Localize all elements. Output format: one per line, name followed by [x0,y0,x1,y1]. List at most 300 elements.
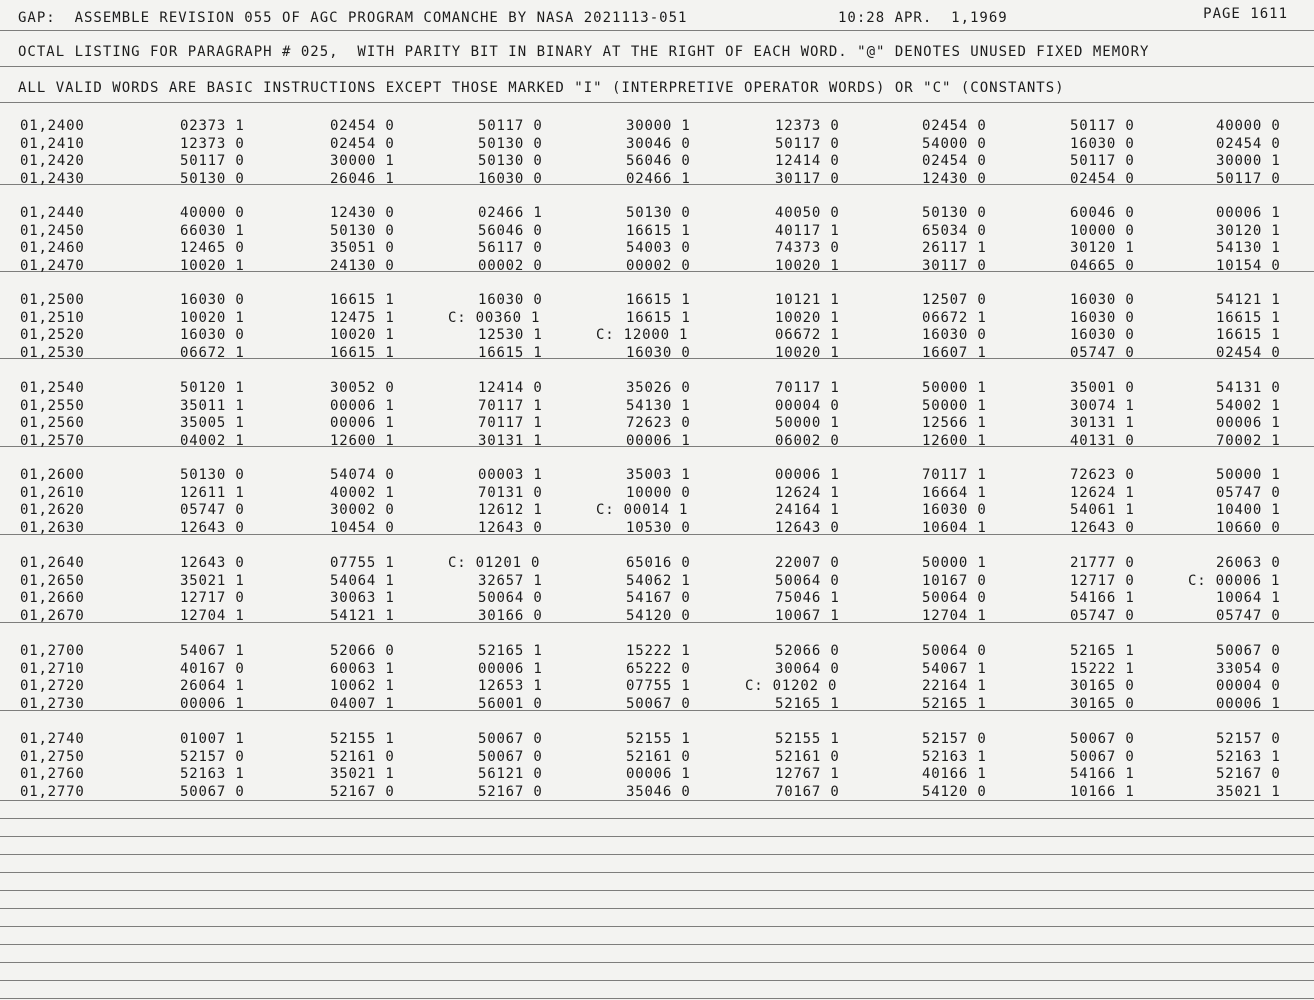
octal-word: 15222 1 [626,643,691,659]
octal-word: 30131 1 [478,432,543,449]
octal-word: 50117 0 [1070,153,1135,170]
listing-row [0,555,1314,573]
listing-row [0,661,1314,679]
octal-word: 54120 0 [626,607,691,624]
memory-address: 01,2630 [20,519,85,536]
memory-address: 01,2520 [20,327,85,344]
memory-address: 01,2410 [20,135,85,152]
octal-word: 52155 1 [626,731,691,747]
octal-word: 54131 0 [1216,380,1281,396]
octal-word: 02454 0 [922,153,987,170]
octal-word: 50130 0 [330,222,395,239]
octal-word: 05747 0 [1070,607,1135,624]
octal-word: 75046 1 [775,590,840,607]
octal-word: 52167 0 [330,783,395,800]
octal-word: 12600 1 [330,432,395,449]
octal-word: 16615 1 [1216,327,1281,344]
octal-word: 50130 0 [626,205,691,221]
octal-word: 12643 0 [180,519,245,536]
octal-word: 00006 1 [1216,415,1281,432]
octal-word: 30131 1 [1070,415,1135,432]
octal-word: 10020 1 [775,309,840,326]
octal-word: 52163 1 [180,766,245,783]
memory-address: 01,2510 [20,309,85,326]
octal-word: 00004 0 [775,397,840,414]
octal-word: 10020 1 [180,257,245,274]
octal-word: 16030 0 [1070,292,1135,308]
octal-word: 10067 1 [775,607,840,624]
octal-word: 16607 1 [922,344,987,361]
octal-word: 54130 1 [1216,240,1281,257]
octal-word: 05747 0 [1216,484,1281,501]
octal-word: 70117 1 [922,467,987,483]
octal-word: 50117 0 [1070,118,1135,134]
octal-word: 50067 0 [626,695,691,712]
octal-word: 52157 0 [1216,731,1281,747]
octal-word: 10000 0 [626,484,691,501]
octal-word: 52163 1 [922,748,987,765]
octal-word: 54120 0 [922,783,987,800]
octal-word: 52163 1 [1216,748,1281,765]
octal-word: 66030 1 [180,222,245,239]
octal-word: 00006 1 [180,695,245,712]
octal-word: 04002 1 [180,432,245,449]
memory-address: 01,2750 [20,748,85,765]
octal-word: 30000 1 [1216,153,1281,170]
octal-word: 05747 0 [1216,607,1281,624]
memory-address: 01,2560 [20,415,85,432]
octal-word: 30002 0 [330,502,395,519]
octal-word: 16615 1 [330,344,395,361]
octal-word: 30165 0 [1070,695,1135,712]
listing-block [0,380,1314,450]
octal-word: 52161 0 [330,748,395,765]
octal-word: 16030 0 [180,327,245,344]
octal-word: 10062 1 [330,678,395,695]
octal-word: 54121 1 [330,607,395,624]
octal-word: 12612 1 [478,502,543,519]
octal-word: 12507 0 [922,292,987,308]
listing-row [0,153,1314,171]
octal-word: 50064 0 [922,643,987,659]
octal-word: 30074 1 [1070,397,1135,414]
octal-word: 35046 0 [626,783,691,800]
octal-word: 50120 1 [180,380,245,396]
octal-word: 12624 1 [775,484,840,501]
listing-row [0,398,1314,416]
octal-word: 12643 0 [775,519,840,536]
octal-word: 70117 1 [478,415,543,432]
octal-word: 16030 0 [478,292,543,308]
octal-word: 52155 1 [330,731,395,747]
listing-row [0,258,1314,276]
octal-word: 50130 0 [180,467,245,483]
octal-word: 16030 0 [180,292,245,308]
octal-word: 50130 0 [478,135,543,152]
octal-word: 30117 0 [922,257,987,274]
listing-row [0,520,1314,538]
octal-word: 50064 0 [775,572,840,589]
octal-word: 54067 1 [922,660,987,677]
octal-word: 16030 0 [1070,135,1135,152]
memory-address: 01,2570 [20,432,85,449]
octal-word: 10000 0 [1070,222,1135,239]
listing-row [0,327,1314,345]
octal-word: 10604 1 [922,519,987,536]
octal-word: 50000 1 [922,555,987,571]
octal-word: 26046 1 [330,170,395,187]
octal-word: 54166 1 [1070,590,1135,607]
memory-address: 01,2620 [20,502,85,519]
octal-word: 54064 1 [330,572,395,589]
listing-row [0,223,1314,241]
octal-word: 35051 0 [330,240,395,257]
octal-word: 12566 1 [922,415,987,432]
listing-row [0,345,1314,363]
octal-word: C: 12000 1 [596,327,689,344]
listing-row [0,467,1314,485]
octal-word: 40000 0 [1216,118,1281,134]
octal-word: 50117 0 [775,135,840,152]
rule-line [0,926,1314,927]
octal-word: 02454 0 [330,135,395,152]
octal-word: 35021 1 [180,572,245,589]
listing-row [0,731,1314,749]
memory-address: 01,2430 [20,170,85,187]
octal-word: 54166 1 [1070,766,1135,783]
listing-row [0,608,1314,626]
octal-word: 00006 1 [330,397,395,414]
octal-word: 12475 1 [330,309,395,326]
octal-word: 50000 1 [922,380,987,396]
octal-word: 10660 0 [1216,519,1281,536]
octal-word: 50130 0 [180,170,245,187]
memory-address: 01,2530 [20,344,85,361]
listing-row [0,643,1314,661]
octal-word: 56046 0 [626,153,691,170]
octal-word: 12465 0 [180,240,245,257]
octal-word: 16030 0 [922,502,987,519]
octal-word: 50067 0 [478,731,543,747]
memory-address: 01,2500 [20,292,85,308]
memory-address: 01,2650 [20,572,85,589]
octal-word: 54067 1 [180,643,245,659]
octal-word: 54074 0 [330,467,395,483]
octal-word: 10121 1 [775,292,840,308]
memory-address: 01,2730 [20,695,85,712]
octal-word: 50000 1 [922,397,987,414]
octal-word: 01007 1 [180,731,245,747]
octal-word: 52165 1 [775,695,840,712]
memory-address: 01,2710 [20,660,85,677]
memory-address: 01,2460 [20,240,85,257]
octal-word: 56001 0 [478,695,543,712]
octal-word: 16030 0 [478,170,543,187]
octal-word: 30063 1 [330,590,395,607]
octal-word: 50130 0 [922,205,987,221]
listing-row [0,240,1314,258]
octal-word: 15222 1 [1070,660,1135,677]
octal-word: 30120 1 [1070,240,1135,257]
octal-word: 16030 0 [1070,327,1135,344]
octal-word: 35021 1 [1216,783,1281,800]
rule-line [0,998,1314,999]
octal-word: 52165 1 [478,643,543,659]
octal-word: 32657 1 [478,572,543,589]
octal-word: 00006 1 [626,766,691,783]
octal-word: 50067 0 [478,748,543,765]
rule-line [0,962,1314,963]
memory-address: 01,2770 [20,783,85,800]
listing-block [0,118,1314,188]
octal-word: 72623 0 [626,415,691,432]
octal-word: 52157 0 [922,731,987,747]
octal-word: 21777 0 [1070,555,1135,571]
listing-row [0,485,1314,503]
listing-legend: ALL VALID WORDS ARE BASIC INSTRUCTIONS EXCEPT THOSE MARKED "I" (INTERPRETIVE OPERATOR WORDS) OR "C" (CONSTANTS) [18,80,1065,96]
memory-address: 01,2700 [20,643,85,659]
octal-word: 16615 1 [626,292,691,308]
octal-word: 02466 1 [478,205,543,221]
octal-word: 52165 1 [922,695,987,712]
octal-word: 50064 0 [478,590,543,607]
listing-row [0,205,1314,223]
octal-word: C: 01202 0 [745,678,838,695]
octal-word: 40000 0 [180,205,245,221]
octal-word: 24130 0 [330,257,395,274]
octal-word: 04665 0 [1070,257,1135,274]
octal-word: 26063 0 [1216,555,1281,571]
octal-word: 12624 1 [1070,484,1135,501]
octal-word: 16615 1 [1216,309,1281,326]
octal-word: C: 00006 1 [1188,572,1281,589]
listing-row [0,784,1314,802]
octal-word: 00006 1 [478,660,543,677]
octal-word: 52165 1 [1070,643,1135,659]
octal-word: 24164 1 [775,502,840,519]
octal-word: 54062 1 [626,572,691,589]
octal-word: 00003 1 [478,467,543,483]
octal-word: 06672 1 [922,309,987,326]
octal-word: 10400 1 [1216,502,1281,519]
octal-word: 50067 0 [180,783,245,800]
rule-line [0,836,1314,837]
memory-address: 01,2760 [20,766,85,783]
octal-word: 52066 0 [775,643,840,659]
listing-row [0,118,1314,136]
octal-word: 56117 0 [478,240,543,257]
octal-word: 50000 1 [775,415,840,432]
octal-word: 12430 0 [330,205,395,221]
octal-word: 22007 0 [775,555,840,571]
rule-line [0,908,1314,909]
octal-word: 26064 1 [180,678,245,695]
octal-word: 74373 0 [775,240,840,257]
octal-word: 12717 0 [180,590,245,607]
listing-block [0,555,1314,625]
listing-time: 10:28 APR. 1,1969 [838,10,1008,26]
octal-word: 50117 0 [1216,170,1281,187]
octal-word: 54061 1 [1070,502,1135,519]
rule-line [0,102,1314,103]
octal-word: 10166 1 [1070,783,1135,800]
octal-word: 70131 0 [478,484,543,501]
octal-word: 12414 0 [478,380,543,396]
octal-word: 50067 0 [1070,748,1135,765]
octal-word: 33054 0 [1216,660,1281,677]
listing-block [0,731,1314,801]
octal-word: 00006 1 [1216,695,1281,712]
listing-block [0,643,1314,713]
octal-word: 16615 1 [626,222,691,239]
octal-word: 02373 1 [180,118,245,134]
octal-word: 12643 0 [180,555,245,571]
octal-word: C: 01201 0 [448,555,541,571]
octal-word: 16615 1 [626,309,691,326]
octal-word: 02454 0 [922,118,987,134]
listing-row [0,136,1314,154]
octal-word: 30117 0 [775,170,840,187]
octal-word: 00006 1 [1216,205,1281,221]
octal-word: 10020 1 [775,257,840,274]
memory-address: 01,2440 [20,205,85,221]
octal-word: 50130 0 [478,153,543,170]
octal-word: 70002 1 [1216,432,1281,449]
octal-word: 40117 1 [775,222,840,239]
octal-word: 70117 1 [478,397,543,414]
octal-word: 30000 1 [626,118,691,134]
listing-row [0,749,1314,767]
rule-line [0,854,1314,855]
octal-word: 54000 0 [922,135,987,152]
page-number: PAGE 1611 [1203,6,1288,22]
octal-word: 00006 1 [330,415,395,432]
octal-word: 40002 1 [330,484,395,501]
octal-word: 40167 0 [180,660,245,677]
octal-word: 10530 0 [626,519,691,536]
octal-word: 00006 1 [626,432,691,449]
octal-word: 12767 1 [775,766,840,783]
memory-address: 01,2420 [20,153,85,170]
octal-word: 52066 0 [330,643,395,659]
listing-row [0,573,1314,591]
memory-address: 01,2450 [20,222,85,239]
rule-line [0,890,1314,891]
listing-block [0,467,1314,537]
octal-word: 07755 1 [626,678,691,695]
octal-word: 50067 0 [1216,643,1281,659]
listing-row [0,696,1314,714]
octal-word: 12611 1 [180,484,245,501]
octal-word: 30052 0 [330,380,395,396]
memory-address: 01,2720 [20,678,85,695]
octal-word: 12643 0 [1070,519,1135,536]
octal-word: 52167 0 [1216,766,1281,783]
octal-word: 50064 0 [922,590,987,607]
octal-word: 00006 1 [775,467,840,483]
octal-word: C: 00014 1 [596,502,689,519]
listing-row [0,590,1314,608]
listing-block [0,205,1314,275]
octal-word: 12414 0 [775,153,840,170]
octal-word: 00004 0 [1216,678,1281,695]
octal-word: 16030 0 [626,344,691,361]
octal-word: 35001 0 [1070,380,1135,396]
listing-row [0,415,1314,433]
octal-word: 35021 1 [330,766,395,783]
octal-word: 70117 1 [775,380,840,396]
octal-word: 40131 0 [1070,432,1135,449]
octal-word: 35011 1 [180,397,245,414]
octal-word: 54167 0 [626,590,691,607]
octal-word: 10167 0 [922,572,987,589]
octal-word: 52157 0 [180,748,245,765]
listing-block [0,292,1314,362]
rule-line [0,872,1314,873]
listing-description: OCTAL LISTING FOR PARAGRAPH # 025, WITH PARITY BIT IN BINARY AT THE RIGHT OF EACH WORD. "@" DENOTES UNUSED FIXED MEMORY [18,44,1150,60]
octal-word: 12653 1 [478,678,543,695]
octal-word: 00002 0 [478,257,543,274]
memory-address: 01,2400 [20,118,85,134]
octal-word: 30165 0 [1070,678,1135,695]
memory-address: 01,2610 [20,484,85,501]
octal-word: 54121 1 [1216,292,1281,308]
memory-address: 01,2660 [20,590,85,607]
octal-word: 10020 1 [330,327,395,344]
memory-address: 01,2600 [20,467,85,483]
octal-word: C: 00360 1 [448,309,541,326]
octal-word: 06002 0 [775,432,840,449]
octal-word: 16615 1 [478,344,543,361]
listing-row [0,171,1314,189]
octal-word: 30046 0 [626,135,691,152]
octal-word: 07755 1 [330,555,395,571]
octal-word: 04007 1 [330,695,395,712]
octal-word: 65222 0 [626,660,691,677]
octal-word: 56046 0 [478,222,543,239]
octal-word: 02454 0 [1216,344,1281,361]
memory-address: 01,2540 [20,380,85,396]
octal-word: 06672 1 [180,344,245,361]
octal-word: 10154 0 [1216,257,1281,274]
octal-word: 65034 0 [922,222,987,239]
rule-line [0,30,1314,31]
octal-word: 05747 0 [1070,344,1135,361]
octal-word: 10020 1 [775,344,840,361]
octal-word: 54003 0 [626,240,691,257]
octal-word: 40166 1 [922,766,987,783]
octal-word: 40050 0 [775,205,840,221]
octal-word: 02454 0 [330,118,395,134]
octal-word: 00002 0 [626,257,691,274]
octal-word: 02466 1 [626,170,691,187]
octal-word: 02454 0 [1216,135,1281,152]
octal-word: 12373 0 [775,118,840,134]
listing-row [0,433,1314,451]
listing-row [0,678,1314,696]
octal-word: 50117 0 [478,118,543,134]
listing-title: GAP: ASSEMBLE REVISION 055 OF AGC PROGRAM COMANCHE BY NASA 2021113-051 [18,10,688,26]
octal-word: 10064 1 [1216,590,1281,607]
octal-word: 70167 0 [775,783,840,800]
octal-word: 35003 1 [626,467,691,483]
octal-word: 16030 0 [922,327,987,344]
octal-word: 54002 1 [1216,397,1281,414]
octal-word: 30120 1 [1216,222,1281,239]
octal-word: 12600 1 [922,432,987,449]
octal-word: 26117 1 [922,240,987,257]
octal-word: 16030 0 [1070,309,1135,326]
